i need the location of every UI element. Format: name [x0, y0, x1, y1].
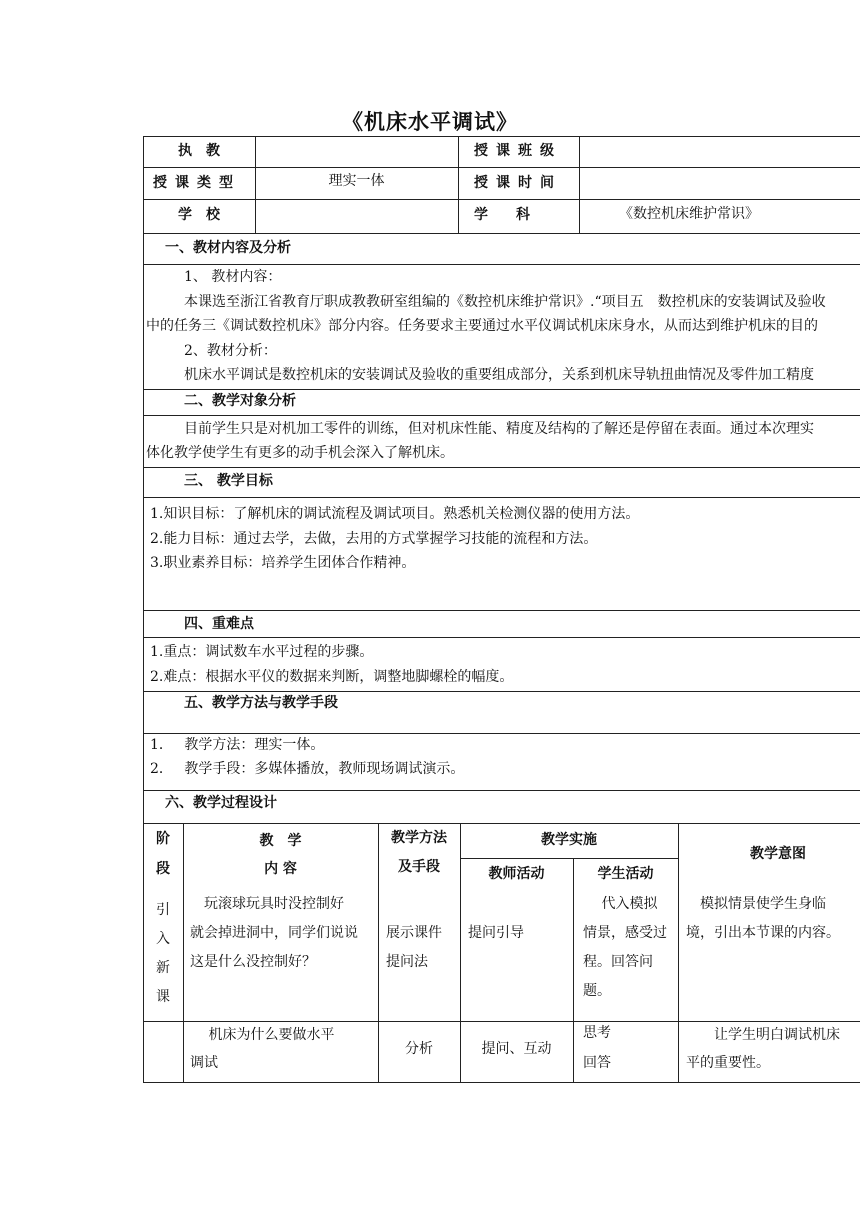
school-label: 学 校	[178, 207, 220, 223]
paragraph-line: 目前学生只是对机加工零件的训练，但对机床性能、精度及结构的了解还是停留在表面。通过本次理实	[184, 421, 814, 437]
section-heading: 四、重难点	[184, 616, 254, 632]
method-cell-line: 分析	[405, 1041, 433, 1057]
subject-value: 《数控机床维护常识》	[619, 206, 759, 222]
section-heading: 一、教材内容及分析	[165, 240, 291, 256]
table-rule	[143, 790, 860, 791]
paragraph-line: 1.重点：调试数车水平过程的步骤。	[150, 644, 374, 660]
stage-header: 阶	[156, 831, 170, 847]
method-cell-line: 展示课件	[386, 925, 442, 941]
table-rule	[143, 415, 860, 416]
table-rule	[143, 136, 860, 137]
stage-char: 入	[156, 931, 170, 947]
section-heading: 三、 教学目标	[184, 473, 273, 489]
table-rule	[143, 637, 860, 638]
table-rule	[143, 467, 860, 468]
method-header: 及手段	[398, 859, 440, 875]
paragraph-line: 2.难点：根据水平仪的数据来判断，调整地脚螺栓的幅度。	[150, 669, 514, 685]
content-cell-line: 就会掉进洞中，同学们说说	[190, 925, 358, 941]
paragraph-line: 2、教材分析：	[184, 343, 277, 359]
paragraph-line: 2． 教学手段：多媒体播放，教师现场调试演示。	[150, 761, 465, 777]
student-activity-header: 学生活动	[597, 866, 654, 882]
table-border	[143, 136, 144, 1083]
content-cell-line: 这是什么没控制好？	[190, 954, 316, 970]
table-rule	[143, 1021, 860, 1022]
table-rule	[143, 497, 860, 498]
teacher-activity-cell: 提问、互动	[481, 1041, 552, 1057]
student-activity-line: 回答	[583, 1055, 611, 1071]
intent-cell-line: 让学生明白调试机床	[686, 1027, 840, 1043]
intent-cell-line: 平的重要性。	[686, 1055, 770, 1071]
table-rule	[143, 167, 860, 168]
stage-char: 课	[156, 989, 170, 1005]
paragraph-line: 机床水平调试是数控机床的安装调试及验收的重要组成部分，关系到机床导轨扭曲情况及零件加工精度	[184, 367, 814, 383]
method-header: 教学方法	[391, 830, 447, 846]
table-rule	[678, 823, 679, 1083]
paragraph-line: 体化教学使学生有更多的动手机会深入了解机床。	[146, 445, 454, 461]
stage-char: 新	[156, 960, 170, 976]
document-title: 《机床水平调试》	[342, 109, 518, 134]
table-rule	[143, 264, 860, 265]
type-value: 理实一体	[328, 173, 385, 189]
table-rule	[143, 233, 860, 234]
intent-header: 教学意图	[750, 846, 806, 862]
stage-char: 引	[156, 902, 170, 918]
content-cell-line: 机床为什么要做水平	[190, 1027, 335, 1043]
student-activity-line: 情景，感受过	[583, 925, 667, 941]
type-label: 授课类型	[153, 175, 241, 191]
teacher-label: 执 教	[178, 143, 220, 159]
content-cell-line: 玩滚球玩具时没控制好	[190, 896, 344, 912]
section-heading: 六、教学过程设计	[165, 795, 277, 811]
table-rule	[143, 199, 860, 200]
paragraph-line: 1.知识目标：了解机床的调试流程及调试项目。熟悉机关检测仪器的使用方法。	[150, 506, 640, 522]
table-rule	[143, 823, 860, 824]
subject-label: 学 科	[474, 207, 530, 223]
paragraph-line: 3.职业素养目标：培养学生团体合作精神。	[150, 555, 416, 571]
table-rule	[579, 136, 580, 233]
paragraph-line: 1、 教材内容：	[184, 269, 282, 285]
stage-header: 段	[156, 861, 170, 877]
implementation-header: 教学实施	[541, 832, 597, 848]
table-rule	[143, 1082, 860, 1083]
paragraph-line: 中的任务三《调试数控机床》部分内容。任务要求主要通过水平仪调试机床床身水，从而达到维护机床的目的	[146, 318, 818, 334]
table-rule	[460, 858, 678, 859]
student-activity-line: 题。	[583, 983, 611, 999]
student-activity-line: 思考	[583, 1025, 611, 1041]
teacher-activity-cell: 提问引导	[468, 925, 524, 941]
section-heading: 二、教学对象分析	[184, 393, 296, 409]
time-label: 授课时间	[474, 175, 562, 191]
content-header: 教 学	[259, 833, 302, 849]
method-cell-line: 提问法	[386, 954, 428, 970]
class-label: 授课班级	[474, 143, 562, 159]
paragraph-line: 1． 教学方法：理实一体。	[150, 737, 325, 753]
table-rule	[573, 858, 574, 1083]
section-heading: 五、教学方法与教学手段	[184, 695, 338, 711]
paragraph-line: 本课选至浙江省教育厅职成教教研室组编的《数控机床维护常识》.“项目五 数控机床的安装调试及验收	[184, 294, 826, 310]
table-rule	[143, 610, 860, 611]
student-activity-line: 程。回答问	[583, 954, 653, 970]
content-header: 内 容	[264, 861, 297, 877]
teacher-activity-header: 教师活动	[488, 866, 545, 882]
table-rule	[458, 136, 459, 233]
intent-cell-line: 境，引出本节课的内容。	[686, 925, 840, 941]
paragraph-line: 2.能力目标：通过去学，去做，去用的方式掌握学习技能的流程和方法。	[150, 531, 598, 547]
content-cell-line: 调试	[190, 1055, 218, 1071]
intent-cell-line: 模拟情景使学生身临	[686, 896, 826, 912]
student-activity-line: 代入模拟	[583, 896, 658, 912]
